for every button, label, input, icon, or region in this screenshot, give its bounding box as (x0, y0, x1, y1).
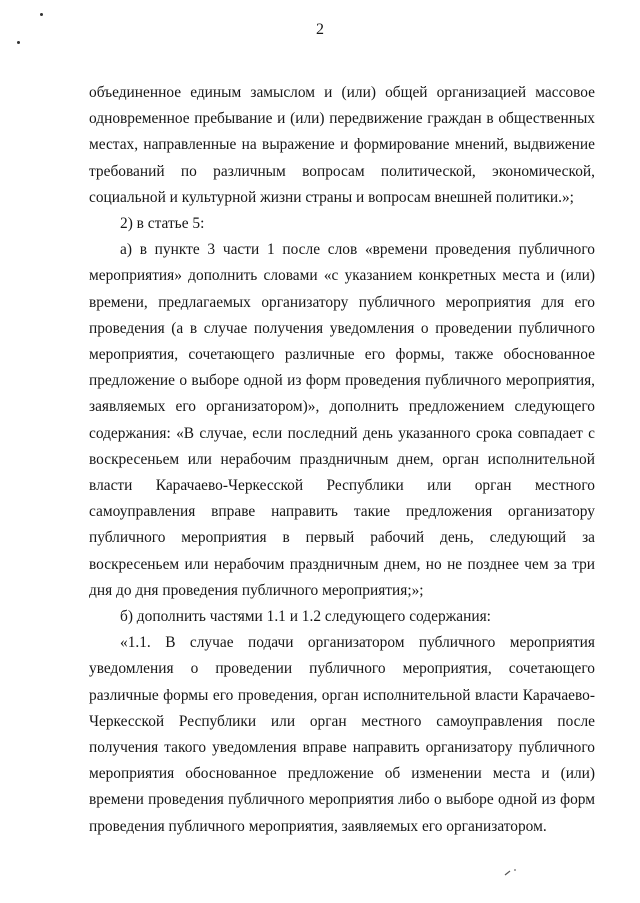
paragraph-item-a: а) в пункте 3 части 1 после слов «времени проведения публичного мероприятия» дополнить словами «с указанием конкретных места и (или) времени, предлагаемых организатору публичного мероприятия для его проведения (а в случае получения уведомления о проведении публичного мероприятия, сочетающего различные его формы, также обоснованное предложение о выборе одной из форм проведения публичного мероприятия, заявляемых его организатором)», дополнить предложением следующего содержания: «В случае, если последний день указанного срока совпадает с воскресеньем или нерабочим праздничным днем, орган исполнительной власти Карачаево-Черкесской Республики или орган местного самоуправления вправе направить такие предложения организатору публичного мероприятия в первый рабочий день, следующий за воскресеньем или нерабочим праздничным днем, но не позднее чем за три дня до дня проведения публичного мероприятия;»; (89, 241, 595, 599)
scan-mark-icon (504, 868, 520, 876)
scan-speck (40, 13, 43, 16)
page-number: 2 (316, 21, 324, 38)
scan-speck (17, 41, 20, 44)
paragraph-continuation: объединенное единым замыслом и (или) общей организацией массовое одновременное пребывание и (или) передвижение граждан в общественных местах, направленные на выражение и формирование мнений, выдвижение требований по различным вопросам политической, экономической, социальной и культурной жизни страны и вопросам внешней политики.»; (89, 84, 595, 206)
document-body (89, 80, 595, 840)
paragraph-item-b: б) дополнить частями 1.1 и 1.2 следующего содержания: (120, 608, 491, 626)
paragraph-part-1-1: «1.1. В случае подачи организатором публичного мероприятия уведомления о проведении публичного мероприятия, сочетающего различные формы его проведения, орган исполнительной власти Карачаево-Черкесской Республики или орган местного самоуправления после получения такого уведомления вправе направить организатору публичного мероприятия обоснованное предложение об изменении места и (или) времени проведения публичного мероприятия либо о выборе одной из форм проведения публичного мероприятия, заявляемых его организатором. (89, 634, 595, 835)
paragraph-article-5-heading: 2) в статье 5: (120, 215, 205, 233)
